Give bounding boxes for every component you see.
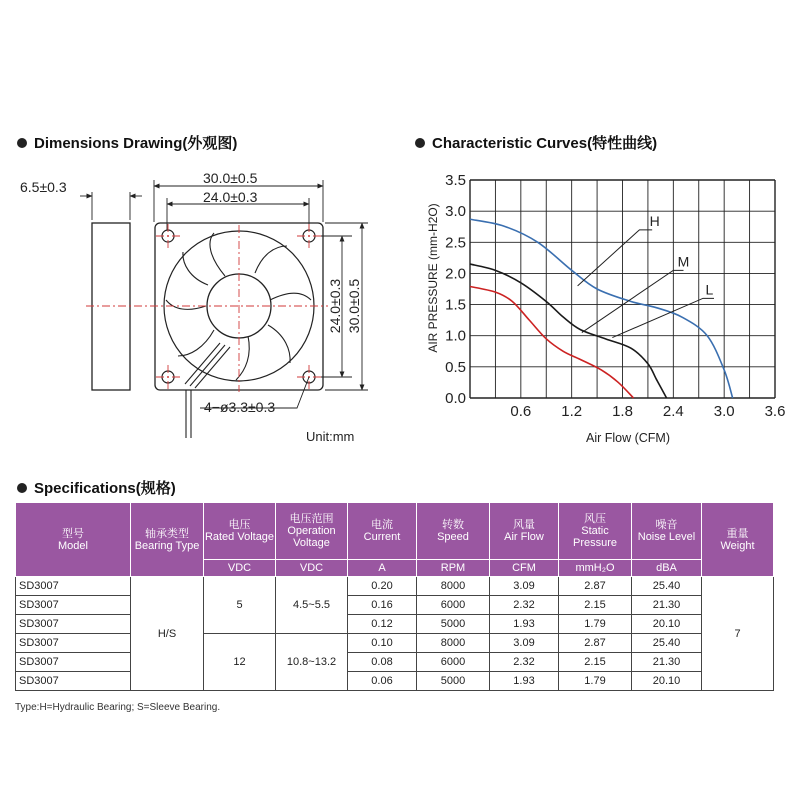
- curves-title: [415, 132, 657, 153]
- unit-cell: VDC: [204, 560, 276, 577]
- col-header-operation-voltage: 电压范围 Operation Voltage: [276, 503, 348, 560]
- model-cell: SD3007: [16, 653, 131, 672]
- y-tick-label: 1.0: [445, 327, 466, 345]
- operation-voltage-cell: 10.8~13.2: [276, 634, 348, 691]
- y-tick-label: 3.5: [445, 172, 466, 189]
- noise-cell: 25.40: [632, 577, 702, 596]
- specs-title: [17, 477, 176, 498]
- table-row: [16, 634, 774, 653]
- y-tick-label: 3.0: [445, 203, 466, 221]
- pressure-cell: 2.15: [559, 596, 632, 615]
- noise-cell: 25.40: [632, 634, 702, 653]
- noise-cell: 21.30: [632, 653, 702, 672]
- hole-width-label: 24.0±0.3: [203, 189, 258, 205]
- unit-cell: mmH₂O: [559, 560, 632, 577]
- pressure-cell: 2.87: [559, 577, 632, 596]
- col-header-current: 电流 Current: [348, 503, 417, 560]
- airflow-cell: 1.93: [490, 615, 559, 634]
- noise-cell: 21.30: [632, 596, 702, 615]
- model-cell: SD3007: [16, 615, 131, 634]
- weight-cell: 7: [702, 577, 774, 691]
- dimensions-title: [17, 132, 237, 153]
- rated-voltage-cell: 5: [204, 577, 276, 634]
- chart-series-labels: [578, 213, 714, 338]
- speed-cell: 8000: [417, 634, 490, 653]
- fan-side-view: [80, 192, 142, 390]
- curves-title-text: Characteristic Curves(特性曲线): [432, 135, 658, 152]
- table-row: [16, 672, 774, 691]
- specs-table: [15, 502, 774, 691]
- x-tick-label: 2.4: [662, 403, 684, 420]
- current-cell: 0.06: [348, 672, 417, 691]
- outer-width-label: 30.0±0.5: [203, 170, 258, 186]
- current-cell: 0.20: [348, 577, 417, 596]
- bullet-icon: [17, 138, 27, 148]
- bullet-icon: [415, 138, 425, 148]
- y-tick-label: 1.5: [445, 296, 466, 314]
- current-cell: 0.12: [348, 615, 417, 634]
- col-header-rated-voltage: 电压 Rated Voltage: [204, 503, 276, 560]
- bearing-cell: H/S: [131, 577, 204, 691]
- holes-label: 4−ø3.3±0.3: [204, 399, 276, 415]
- unit-cell: dBA: [632, 560, 702, 577]
- series-label-l: L: [705, 281, 714, 298]
- unit-cell: A: [348, 560, 417, 577]
- specs-title-text: Specifications(规格): [34, 480, 176, 497]
- pressure-cell: 2.87: [559, 634, 632, 653]
- operation-voltage-cell: 4.5~5.5: [276, 577, 348, 634]
- specs-header-row: [16, 503, 774, 560]
- pressure-cell: 2.15: [559, 653, 632, 672]
- model-cell: SD3007: [16, 577, 131, 596]
- speed-cell: 5000: [417, 672, 490, 691]
- speed-cell: 5000: [417, 615, 490, 634]
- x-tick-label: 3.0: [713, 403, 735, 420]
- pressure-cell: 1.79: [559, 615, 632, 634]
- specs-footnote: Type:H=Hydraulic Bearing; S=Sleeve Bearing.: [15, 702, 221, 713]
- noise-cell: 20.10: [632, 672, 702, 691]
- col-header-pressure: 风压 Static Pressure: [559, 503, 632, 560]
- series-line-h: [470, 219, 733, 398]
- airflow-cell: 1.93: [490, 672, 559, 691]
- bullet-icon: [17, 483, 27, 493]
- table-row: [16, 596, 774, 615]
- series-line-m: [470, 264, 667, 398]
- series-label-h: H: [649, 212, 660, 229]
- y-tick-label: 0.0: [445, 390, 466, 407]
- unit-cell: VDC: [276, 560, 348, 577]
- series-label-m: M: [677, 253, 690, 270]
- series-line-l: [470, 287, 634, 398]
- model-cell: SD3007: [16, 596, 131, 615]
- table-row: [16, 615, 774, 634]
- speed-cell: 6000: [417, 653, 490, 672]
- current-cell: 0.08: [348, 653, 417, 672]
- y-tick-label: 2.0: [445, 265, 466, 283]
- model-cell: SD3007: [16, 672, 131, 691]
- col-header-noise: 噪音 Noise Level: [632, 503, 702, 560]
- unit-cell: CFM: [490, 560, 559, 577]
- col-header-airflow: 风量 Air Flow: [490, 503, 559, 560]
- dimensions-drawing: [0, 160, 400, 455]
- col-header-weight: 重量 Weight: [702, 503, 774, 577]
- col-header-speed: 转数 Speed: [417, 503, 490, 560]
- model-cell: SD3007: [16, 634, 131, 653]
- speed-cell: 8000: [417, 577, 490, 596]
- unit-label: Unit:mm: [306, 429, 355, 444]
- table-row: [16, 653, 774, 672]
- unit-cell: RPM: [417, 560, 490, 577]
- thickness-label: 6.5±0.3: [20, 179, 67, 195]
- x-tick-label: 0.6: [510, 403, 532, 420]
- col-header-bearing: 轴承类型 Bearing Type: [131, 503, 204, 577]
- hole-height-label: 24.0±0.3: [327, 278, 343, 334]
- x-axis-label: Air Flow (CFM): [585, 431, 671, 445]
- pressure-cell: 1.79: [559, 672, 632, 691]
- table-row: [16, 577, 774, 596]
- x-tick-label: 1.2: [561, 403, 583, 420]
- outer-height-label: 30.0±0.5: [346, 278, 362, 334]
- x-tick-label: 1.8: [612, 403, 633, 420]
- airflow-cell: 3.09: [490, 634, 559, 653]
- series-leader-line: [578, 230, 653, 286]
- col-header-model: 型号 Model: [16, 503, 131, 577]
- airflow-cell: 3.09: [490, 577, 559, 596]
- current-cell: 0.16: [348, 596, 417, 615]
- airflow-cell: 2.32: [490, 596, 559, 615]
- noise-cell: 20.10: [632, 615, 702, 634]
- y-tick-label: 0.5: [445, 358, 466, 376]
- chart-series: [470, 219, 733, 398]
- chart-grid: [470, 180, 775, 398]
- airflow-cell: 2.32: [490, 653, 559, 672]
- characteristic-chart: [400, 160, 800, 460]
- y-axis-label: AIR PRESSURE (mm-H2O): [426, 203, 440, 353]
- x-tick-label: 3.6: [764, 403, 786, 420]
- rated-voltage-cell: 12: [204, 634, 276, 691]
- current-cell: 0.10: [348, 634, 417, 653]
- speed-cell: 6000: [417, 596, 490, 615]
- dimensions-title-text: Dimensions Drawing(外观图): [34, 135, 238, 152]
- y-tick-label: 2.5: [445, 234, 466, 252]
